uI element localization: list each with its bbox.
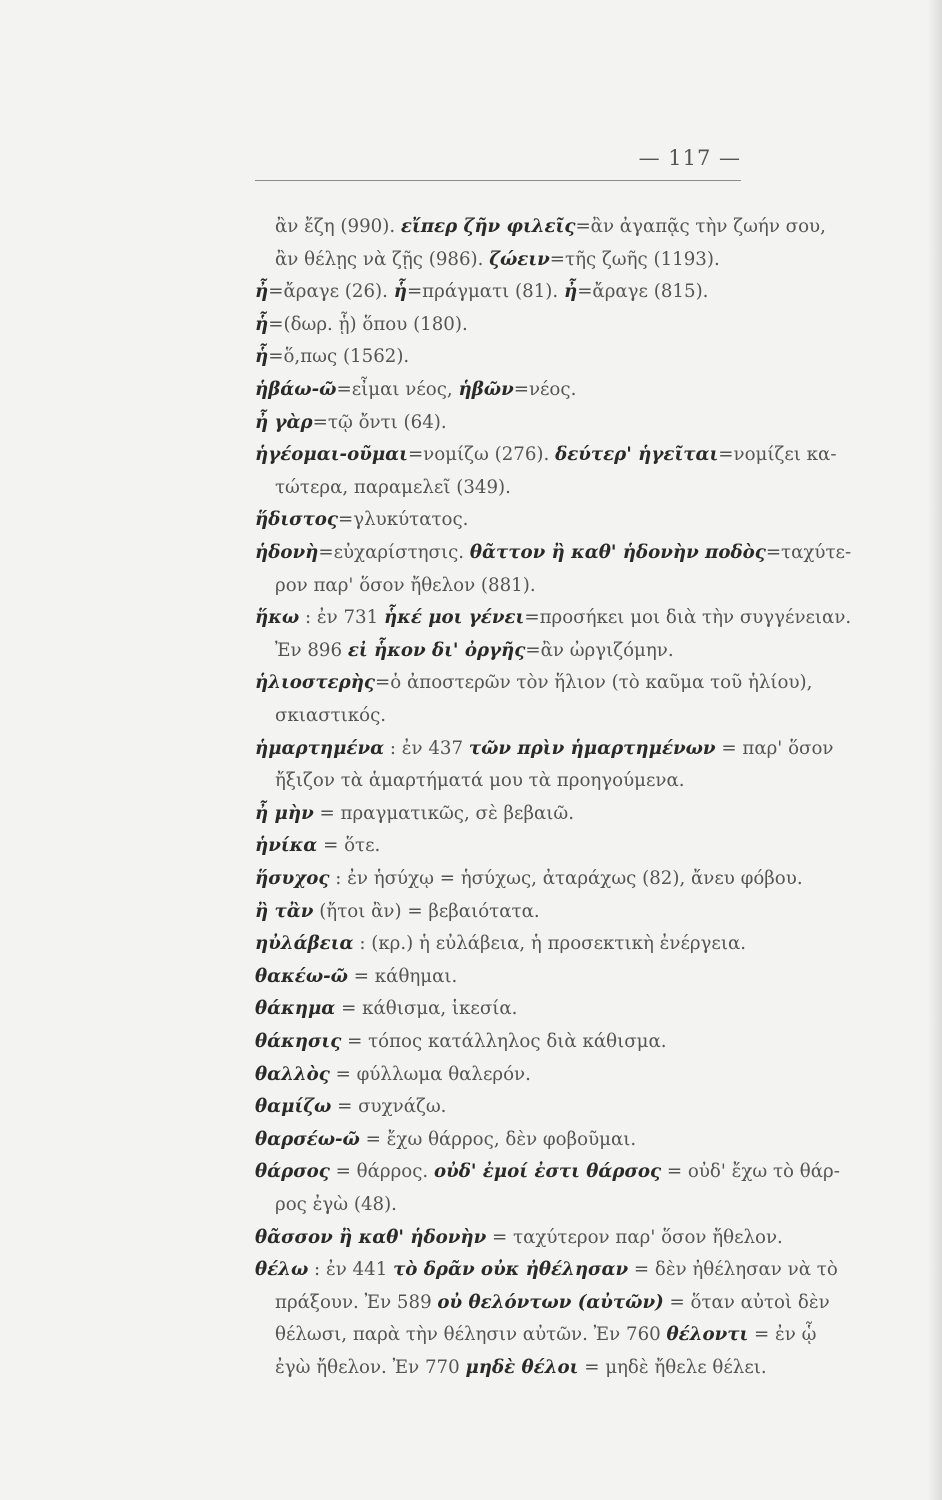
- entry-line: [255, 508, 468, 532]
- lemma-term: ἡβῶν: [458, 379, 514, 400]
- definition-text: ἂν ἔζη (990).: [275, 216, 401, 237]
- definition-text: =ταχύτε-: [765, 542, 852, 563]
- definition-text: = κάθισμα, ἱκεσία.: [335, 998, 518, 1020]
- lemma-term: θᾶττον ἢ καθ' ἡδονὴν ποδὸς: [469, 542, 766, 563]
- definition-text: =ἄραγε (26).: [268, 281, 394, 303]
- definition-text: =πράγματι (81).: [406, 281, 564, 303]
- lemma-term: ἡμαρτημένα: [255, 737, 385, 759]
- lemma-term: ἦ: [563, 281, 578, 303]
- lemma-term: ζώειν: [489, 248, 550, 270]
- definition-text: τώτερα, παραμελεῖ (349).: [275, 476, 511, 498]
- entry-continuation-line: [275, 476, 511, 500]
- definition-text: =εἶμαι νέος,: [336, 379, 459, 400]
- definition-text: = οὐδ' ἔχω τὸ θάρ-: [661, 1161, 840, 1183]
- lemma-term: ἡβάω-ῶ: [255, 379, 337, 400]
- entry-continuation-line: [275, 574, 536, 598]
- entry-line: [255, 606, 851, 630]
- lemma-term: τῶν πρὶν ἡμαρτημένων: [468, 737, 716, 759]
- definition-text: = πραγματικῶς, σὲ βεβαιῶ.: [313, 802, 574, 824]
- entry-continuation-line: [275, 1193, 397, 1217]
- entry-line: [255, 378, 576, 402]
- lemma-term: ἦ μὴν: [255, 802, 314, 824]
- lemma-term: ἧ: [255, 346, 269, 368]
- entry-line: [255, 834, 380, 858]
- entry-line: [255, 932, 746, 956]
- lemma-term: θαμίζω: [255, 1096, 332, 1118]
- entry-continuation-line: [275, 248, 720, 272]
- definition-text: ρος ἐγὼ (48).: [275, 1194, 397, 1215]
- lemma-term: εἴπερ ζῆν φιλεῖς: [400, 216, 576, 237]
- definition-text: =ἄραγε (815).: [577, 281, 709, 303]
- lemma-term: ἡλιοστερὴς: [255, 672, 376, 694]
- definition-text: = συχνάζω.: [331, 1096, 447, 1118]
- entry-continuation-line: [275, 639, 674, 663]
- entry-line: [255, 1258, 838, 1282]
- lemma-term: θακέω-ῶ: [255, 965, 348, 987]
- definition-text: Ἐν 896: [275, 639, 348, 661]
- lemma-term: ἧ: [255, 313, 269, 335]
- entry-continuation-line: [275, 1323, 816, 1347]
- definition-text: =προσήκει μοι διὰ τὴν συγγένειαν.: [524, 607, 852, 629]
- lemma-term: ἡνίκα: [255, 835, 318, 857]
- entry-line: [255, 802, 574, 826]
- definition-text: = παρ' ὅσον: [715, 737, 834, 759]
- entry-line: [255, 280, 708, 304]
- entry-line: [255, 671, 812, 695]
- page-number: — 117 —: [638, 146, 741, 170]
- definition-text: = ἐν ᾧ: [748, 1324, 817, 1346]
- entry-line: [255, 541, 851, 565]
- lemma-term: θάκησις: [255, 1031, 342, 1052]
- definition-text: (ἤτοι ἂν) = βεβαιότατα.: [313, 900, 540, 922]
- definition-text: : (κρ.) ἡ εὐλάβεια, ἡ προσεκτικὴ ἐνέργεια.: [353, 933, 747, 955]
- definition-text: =ἂν ἀγαπᾷς τὴν ζωήν σου,: [575, 216, 826, 237]
- definition-text: = κάθημαι.: [348, 965, 458, 987]
- entry-line: [255, 313, 468, 337]
- entry-line: [255, 1226, 783, 1250]
- lemma-term: εἰ ἧκον δι' ὀργῆς: [347, 639, 526, 661]
- definition-text: πράξουν. Ἐν 589: [275, 1291, 438, 1313]
- definition-text: =ἂν ὠργιζόμην.: [525, 639, 674, 661]
- lemma-term: ἥκω: [255, 607, 300, 629]
- definition-text: =ὅ,πως (1562).: [268, 346, 410, 368]
- entry-continuation-line: [275, 1291, 830, 1315]
- definition-text: : ἐν 731: [299, 607, 384, 629]
- entry-line: [255, 1160, 840, 1184]
- lemma-term: δεύτερ' ἡγεῖται: [555, 444, 719, 466]
- entry-continuation-line: [275, 1356, 767, 1380]
- entry-line: [255, 1030, 667, 1054]
- lemma-term: ἡγέομαι-οῦμαι: [255, 444, 408, 466]
- definition-text: =ὁ ἀποστερῶν τὸν ἥλιον (τὸ καῦμα τοῦ ἡλίου),: [375, 672, 813, 694]
- definition-text: = τόπος κατάλληλος διὰ κάθισμα.: [341, 1031, 667, 1052]
- definition-text: =νομίζω (276).: [407, 444, 556, 466]
- entry-line: [255, 1063, 531, 1087]
- entry-line: [255, 443, 836, 467]
- lemma-term: ἥσυχος: [255, 868, 330, 889]
- entry-line: [255, 345, 409, 369]
- entry-line: [255, 900, 540, 924]
- lemma-term: μηδὲ θέλοι: [465, 1357, 579, 1378]
- lemma-term: οὐδ' ἐμοί ἐστι θάρσος: [433, 1161, 662, 1183]
- page-header: [255, 146, 741, 181]
- entry-continuation-line: [275, 769, 685, 793]
- definition-text: ρον παρ' ὅσον ἤθελον (881).: [275, 574, 536, 596]
- lemma-term: ἡδονὴ: [255, 542, 319, 563]
- lemma-term: θέλω: [255, 1259, 309, 1281]
- definition-text: =τῷ ὄντι (64).: [312, 411, 447, 433]
- lemma-term: θάκημα: [255, 998, 336, 1020]
- definition-text: = ὅταν αὐτοὶ δὲν: [663, 1291, 830, 1313]
- definition-text: =νέος.: [513, 379, 577, 400]
- definition-text: =(δωρ. ᾗ) ὅπου (180).: [268, 313, 468, 335]
- definition-text: : ἐν 437: [384, 737, 469, 759]
- entry-continuation-line: [275, 215, 826, 239]
- entry-line: [255, 1128, 636, 1152]
- definition-text: = μηδὲ ἤθελε θέλει.: [578, 1357, 767, 1378]
- lemma-term: ἧ: [393, 281, 407, 303]
- definition-text: : ἐν 441: [308, 1259, 394, 1281]
- entry-line: [255, 867, 803, 891]
- lemma-term: θέλοντι: [666, 1324, 749, 1346]
- lemma-term: θᾶσσον ἢ καθ' ἡδονὴν: [255, 1226, 487, 1248]
- lemma-term: ἦ: [255, 281, 269, 303]
- lemma-term: ἥδιστος: [255, 509, 339, 531]
- definition-text: = θάρρος.: [329, 1161, 434, 1183]
- definition-text: ἐγὼ ἤθελον. Ἐν 770: [275, 1357, 466, 1378]
- lemma-term: ἧκέ μοι γένει: [383, 607, 525, 629]
- lemma-term: ἦ γὰρ: [255, 411, 313, 433]
- definition-text: ἂν θέλῃς νὰ ζῇς (986).: [275, 248, 490, 270]
- lemma-term: ἢ τἂν: [255, 900, 314, 922]
- entry-line: [255, 1095, 446, 1119]
- definition-text: σκιαστικός.: [275, 705, 387, 726]
- entry-line: [255, 411, 447, 435]
- lemma-term: θαλλὸς: [255, 1063, 330, 1085]
- lemma-term: ηὐλάβεια: [255, 933, 354, 955]
- definition-text: = ταχύτερον παρ' ὅσον ἤθελον.: [486, 1226, 783, 1248]
- definition-text: ἤξιζον τὰ ἁμαρτήματά μου τὰ προηγούμενα.: [275, 770, 685, 792]
- lemma-term: θαρσέω-ῶ: [255, 1128, 360, 1150]
- entry-line: [255, 737, 833, 761]
- definition-text: = δὲν ἠθέλησαν νὰ τὸ: [628, 1259, 838, 1281]
- definition-text: = ἔχω θάρρος, δὲν φοβοῦμαι.: [359, 1128, 637, 1150]
- definition-text: =τῆς ζωῆς (1193).: [549, 248, 720, 270]
- definition-text: =γλυκύτατος.: [338, 509, 469, 531]
- definition-text: = φύλλωμα θαλερόν.: [329, 1063, 531, 1085]
- lemma-term: θάρσος: [255, 1161, 330, 1183]
- lemma-term: τὸ δρᾶν οὐκ ἠθέλησαν: [393, 1259, 629, 1281]
- definition-text: = ὅτε.: [317, 835, 381, 857]
- entry-continuation-line: [275, 704, 386, 728]
- definition-text: =νομίζει κα-: [718, 444, 837, 466]
- entry-line: [255, 965, 457, 989]
- page-edge-shadow: [928, 0, 942, 1500]
- definition-text: : ἐν ἡσύχῳ = ἡσύχως, ἀταράχως (82), ἄνευ φόβου.: [329, 868, 803, 889]
- entry-line: [255, 997, 517, 1021]
- lemma-term: οὐ θελόντων (αὐτῶν): [437, 1291, 664, 1313]
- definition-text: θέλωσι, παρὰ τὴν θέλησιν αὐτῶν. Ἐν 760: [275, 1324, 667, 1346]
- definition-text: =εὐχαρίστησις.: [318, 542, 470, 563]
